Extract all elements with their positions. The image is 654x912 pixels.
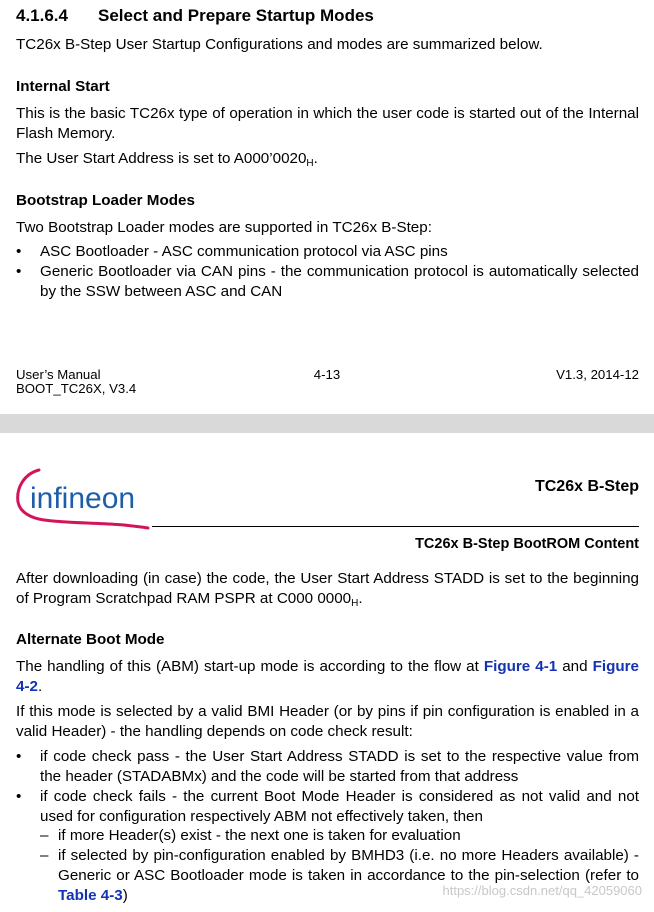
logo-icon [12,466,152,532]
list-item-text: Generic Bootloader via CAN pins - the communication protocol is automatically selected by the SSW between ASC and CAN [40,263,639,300]
list-item [16,747,639,787]
abm-text-and: and [557,658,593,675]
internal-start-heading: Internal Start [16,78,110,95]
hex-subscript: H [306,158,314,169]
header-subtitle: TC26x B-Step BootROM Content [415,536,639,552]
abm-text: The handling of this (ABM) start-up mode is according to the flow at [16,658,484,675]
hex-subscript: H [351,598,359,609]
user-start-address-paragraph [16,149,639,169]
watermark: https://blog.csdn.net/qq_42059060 [442,883,642,898]
stadd-paragraph [16,569,639,609]
footer-doc-id: BOOT_TC26X, V3.4 [16,381,137,396]
bullet-icon: • [16,748,22,765]
period: . [313,150,318,167]
sub2-text: if selected by pin-configuration enabled by BMHD3 (i.e. no more Headers available) - Generic or ASC Bootloader mode is taken in accordance to the pin-selection (refer to [58,847,639,884]
period: . [37,678,43,695]
sub-list-item [40,826,639,846]
stadd-text: After downloading (in case) the code, the User Start Address STADD is set to the beginning of Program Scratchpad RAM PSPR at C000 0000 [16,570,639,607]
period: . [358,590,363,607]
table-4-3-link[interactable]: Table 4-3 [58,887,123,904]
bootstrap-intro: Two Bootstrap Loader modes are supported in TC26x B-Step: [16,219,432,236]
header-title: TC26x B-Step [534,478,639,495]
footer-page-number: 4-13 [313,367,341,382]
intro-paragraph: TC26x B-Step User Startup Configurations and modes are summarized below. [16,36,543,53]
abm-heading: Alternate Boot Mode [16,631,165,648]
abm-paragraph-1 [16,657,639,697]
figure-4-1-link[interactable]: Figure 4-1 [483,658,558,675]
header-rule [152,526,639,527]
section-number: 4.1.6.4 [16,6,68,25]
bullet-icon: • [16,788,22,805]
list-item [16,262,639,302]
dash-icon: – [40,827,49,844]
abm-paragraph-2: If this mode is selected by a valid BMI Header (or by pins if pin configuration is enabled in a valid Header) - the handling depends on code check result: [16,703,639,740]
bootstrap-heading: Bootstrap Loader Modes [16,192,195,209]
list-item-text: if code check pass - the User Start Address STADD is set to the respective value from the header (STADABMx) and the code will be started from that address [40,748,639,785]
section-heading [16,6,374,26]
footer-version: V1.3, 2014-12 [556,367,639,382]
closing-paren: ) [122,887,128,904]
internal-start-paragraph: This is the basic TC26x type of operation in which the user code is started out of the Internal Flash Memory. [16,105,639,142]
list-item [16,242,639,262]
dash-icon: – [40,847,49,864]
bullet-icon: • [16,243,22,260]
figure-4-2-link[interactable]: Figure 4-2 [16,658,639,695]
bullet-icon: • [16,263,22,280]
list-item [16,787,639,827]
sub-list-item-text: if more Header(s) exist - the next one is taken for evaluation [58,827,461,844]
infineon-logo [12,466,152,532]
page-separator [0,414,654,433]
list-item-text: ASC Bootloader - ASC communication protocol via ASC pins [40,243,448,260]
footer-manual: User’s Manual [16,367,101,382]
logo-wordmark: infineon [30,482,136,515]
section-title: Select and Prepare Startup Modes [98,6,374,25]
user-start-address-text: The User Start Address is set to A000’0020 [16,150,307,167]
list-item-text: if code check fails - the current Boot Mode Header is considered as not valid and not used for configuration respectively ABM not effectively taken, then [40,788,639,825]
